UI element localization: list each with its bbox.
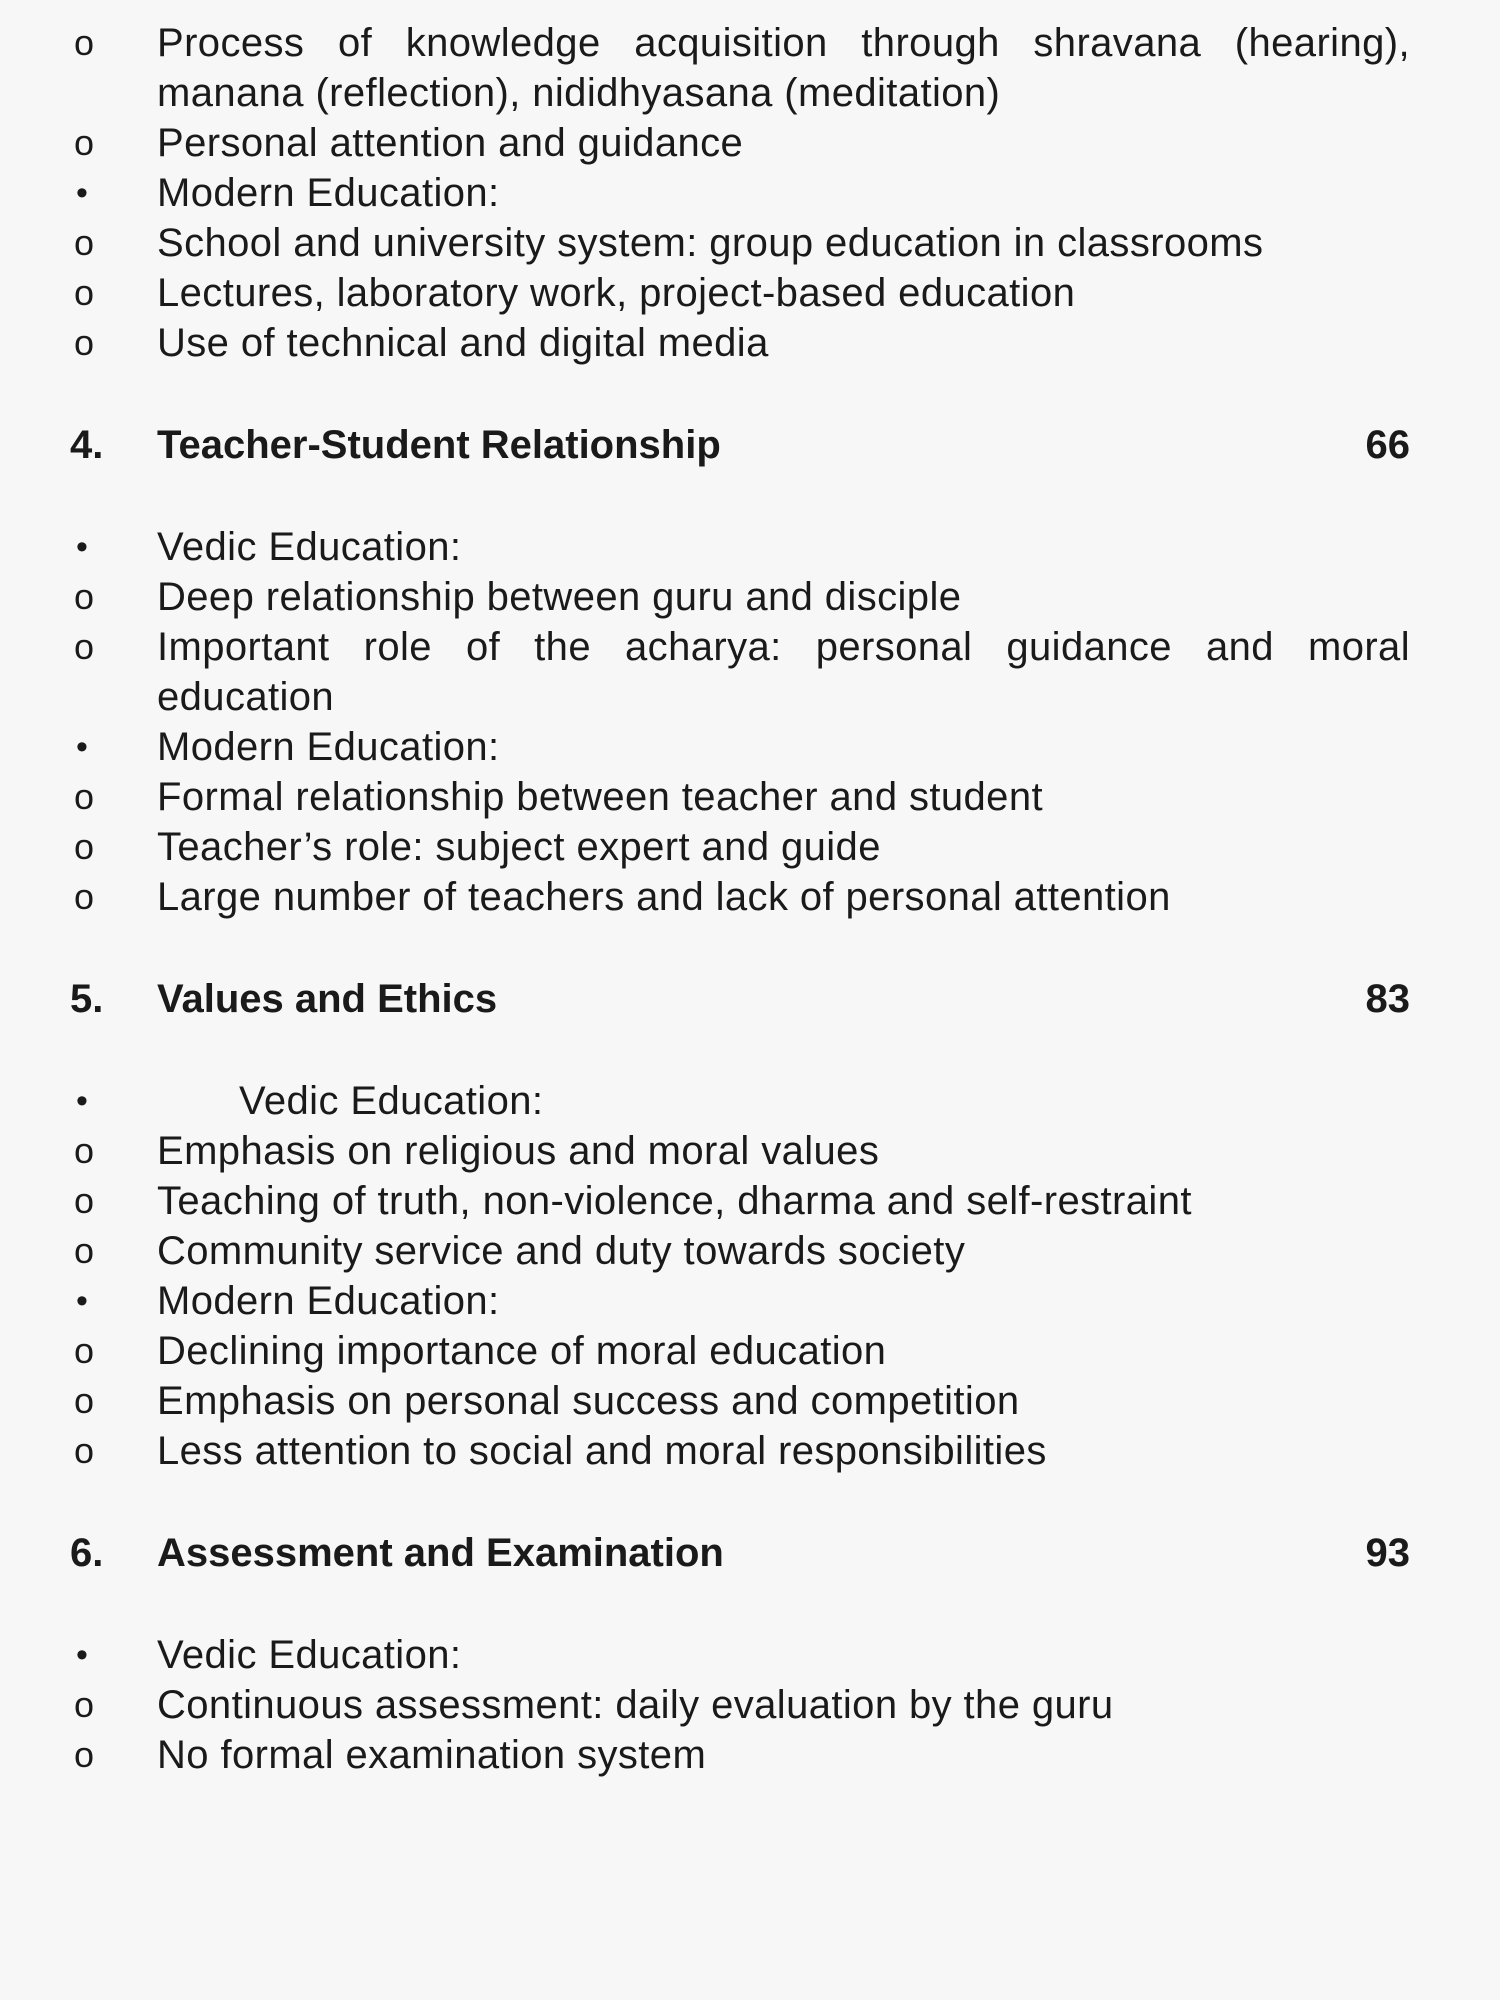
list-item (70, 722, 1410, 772)
list-item (70, 522, 1410, 572)
list-item-text: Modern Education: (157, 725, 500, 769)
section-heading (70, 1528, 1410, 1578)
section-title: Values and Ethics (157, 977, 498, 1021)
list-item (70, 1680, 1410, 1730)
list-item (70, 118, 1410, 168)
section-number: 6. (70, 1531, 104, 1575)
list-item-text: Vedic Education: (157, 525, 462, 569)
list-item (70, 622, 1410, 722)
list-item-text: Vedic Education: (157, 1633, 462, 1677)
bullet-marker: • (76, 1082, 89, 1120)
sub-bullet-marker: o (74, 1230, 95, 1271)
list-item-text: Continuous assessment: daily evaluation by the guru (157, 1683, 1114, 1727)
sub-bullet-marker: o (74, 776, 95, 817)
list-item (70, 218, 1410, 268)
list-item-text: Large number of teachers and lack of personal attention (157, 875, 1171, 919)
section-page-number: 66 (1365, 423, 1410, 467)
section-page-number: 93 (1365, 1531, 1410, 1575)
list-item (70, 1076, 1410, 1126)
list-item (70, 1176, 1410, 1226)
sub-bullet-marker: o (74, 826, 95, 867)
list-item (70, 1326, 1410, 1376)
bullet-marker: • (76, 728, 89, 766)
list-item-text: Process of knowledge acquisition through shravana (hearing), manana (reflection), nididhyasana (meditation) (157, 21, 1410, 115)
section-number: 5. (70, 977, 104, 1021)
bullet-marker: • (76, 174, 89, 212)
list-item (70, 1730, 1410, 1780)
list-item-text: School and university system: group education in classrooms (157, 221, 1264, 265)
list-item-text: Modern Education: (157, 171, 500, 215)
section-list (70, 1630, 1410, 1780)
sub-bullet-marker: o (74, 1734, 95, 1775)
sub-bullet-marker: o (74, 1430, 95, 1471)
list-item (70, 1226, 1410, 1276)
sub-bullet-marker: o (74, 272, 95, 313)
list-item-text: Deep relationship between guru and disciple (157, 575, 962, 619)
bullet-marker: • (76, 1282, 89, 1320)
sub-bullet-marker: o (74, 1330, 95, 1371)
list-item-text: Formal relationship between teacher and student (157, 775, 1043, 819)
sub-bullet-marker: o (74, 1380, 95, 1421)
list-item (70, 1426, 1410, 1476)
list-item (70, 18, 1410, 118)
list-item-text: Community service and duty towards society (157, 1229, 966, 1273)
bullet-marker: • (76, 1636, 89, 1674)
sub-bullet-marker: o (74, 1684, 95, 1725)
section-number: 4. (70, 423, 104, 467)
sub-bullet-marker: o (74, 322, 95, 363)
list-item (70, 772, 1410, 822)
list-item-text: Emphasis on religious and moral values (157, 1129, 880, 1173)
section-title: Assessment and Examination (157, 1531, 724, 1575)
sub-bullet-marker: o (74, 576, 95, 617)
list-item-text: Teacher’s role: subject expert and guide (157, 825, 881, 869)
section-list (70, 522, 1410, 922)
list-item (70, 572, 1410, 622)
list-item (70, 168, 1410, 218)
list-item (70, 1630, 1410, 1680)
list-item-text: Use of technical and digital media (157, 321, 769, 365)
list-item (70, 1376, 1410, 1426)
list-item-text: Important role of the acharya: personal guidance and moral education (157, 625, 1410, 719)
list-item (70, 1276, 1410, 1326)
list-item-text: Lectures, laboratory work, project-based education (157, 271, 1076, 315)
sub-bullet-marker: o (74, 1180, 95, 1221)
list-item-text: Vedic Education: (239, 1079, 544, 1123)
list-item (70, 822, 1410, 872)
intro-list (70, 18, 1410, 368)
list-item (70, 872, 1410, 922)
sub-bullet-marker: o (74, 122, 95, 163)
list-item (70, 318, 1410, 368)
section-heading (70, 420, 1410, 470)
list-item (70, 1126, 1410, 1176)
list-item-text: No formal examination system (157, 1733, 707, 1777)
section-heading (70, 974, 1410, 1024)
bullet-marker: • (76, 528, 89, 566)
sub-bullet-marker: o (74, 876, 95, 917)
sub-bullet-marker: o (74, 22, 95, 63)
list-item-text: Less attention to social and moral responsibilities (157, 1429, 1047, 1473)
sub-bullet-marker: o (74, 1130, 95, 1171)
section-page-number: 83 (1365, 977, 1410, 1021)
sub-bullet-marker: o (74, 626, 95, 667)
list-item-text: Emphasis on personal success and competition (157, 1379, 1020, 1423)
list-item-text: Personal attention and guidance (157, 121, 744, 165)
section-list (70, 1076, 1410, 1476)
list-item-text: Teaching of truth, non-violence, dharma and self-restraint (157, 1179, 1192, 1223)
list-item (70, 268, 1410, 318)
section-title: Teacher-Student Relationship (157, 423, 721, 467)
list-item-text: Modern Education: (157, 1279, 500, 1323)
sub-bullet-marker: o (74, 222, 95, 263)
list-item-text: Declining importance of moral education (157, 1329, 887, 1373)
